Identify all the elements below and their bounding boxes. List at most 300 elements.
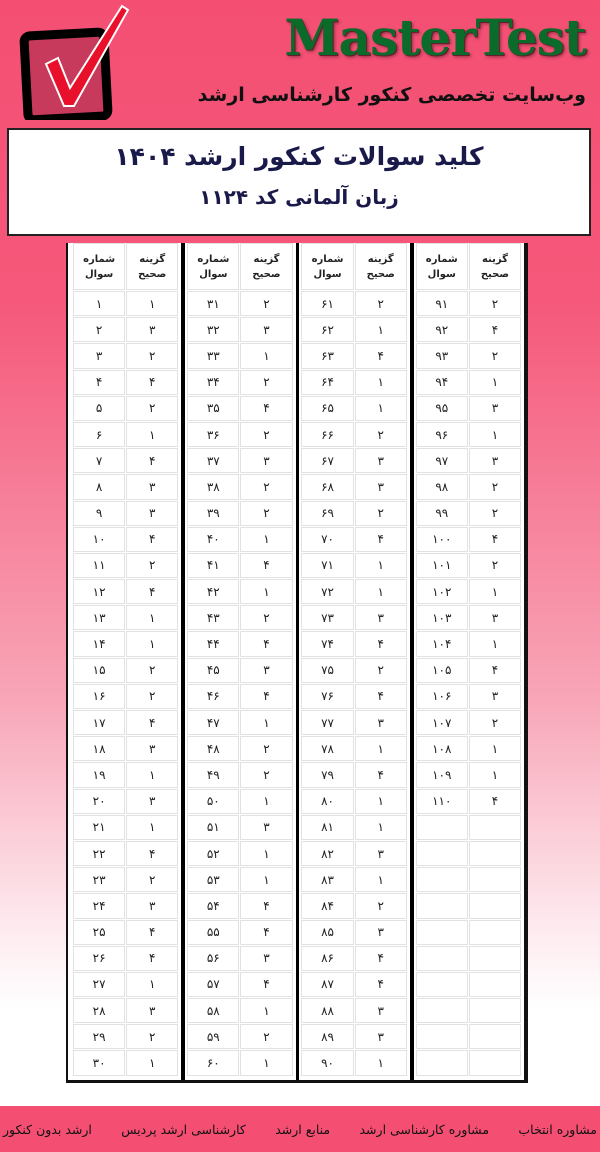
correct-answer: ۱ <box>126 762 178 787</box>
group-divider <box>410 243 414 1080</box>
question-number: ۶۹ <box>301 501 353 526</box>
correct-answer: ۱ <box>240 579 292 604</box>
question-number: ۴۱ <box>187 553 239 578</box>
correct-answer: ۳ <box>240 317 292 342</box>
question-number <box>416 998 468 1023</box>
question-number: ۷۷ <box>301 710 353 735</box>
question-number: ۸۲ <box>301 841 353 866</box>
table-row <box>73 1050 179 1076</box>
table-row <box>187 579 293 605</box>
table-row <box>187 998 293 1024</box>
table-row <box>301 1024 407 1050</box>
question-number: ۵۲ <box>187 841 239 866</box>
correct-answer: ۱ <box>126 631 178 656</box>
correct-answer: ۴ <box>126 527 178 552</box>
question-number: ۹۵ <box>416 396 468 421</box>
footer-link[interactable]: منابع ارشد <box>275 1121 331 1137</box>
question-number: ۴۹ <box>187 762 239 787</box>
table-row <box>187 658 293 684</box>
question-number: ۱۲ <box>73 579 125 604</box>
table-row <box>416 448 522 474</box>
table-row <box>73 998 179 1024</box>
correct-answer: ۱ <box>469 736 521 761</box>
table-row <box>301 920 407 946</box>
table-row <box>73 501 179 527</box>
table-row <box>73 972 179 998</box>
correct-answer: ۳ <box>355 841 407 866</box>
question-number <box>416 815 468 840</box>
question-number: ۵۶ <box>187 946 239 971</box>
table-row <box>301 396 407 422</box>
table-row <box>73 370 179 396</box>
question-number: ۳۲ <box>187 317 239 342</box>
correct-answer: ۱ <box>126 605 178 630</box>
question-number: ۱۰۸ <box>416 736 468 761</box>
question-number: ۸۹ <box>301 1024 353 1049</box>
correct-answer: ۱ <box>469 422 521 447</box>
table-row <box>187 920 293 946</box>
correct-answer: ۱ <box>126 1050 178 1075</box>
correct-answer <box>469 946 521 971</box>
table-row <box>187 1050 293 1076</box>
correct-answer <box>469 920 521 945</box>
correct-answer: ۱ <box>126 422 178 447</box>
table-row <box>301 658 407 684</box>
correct-answer: ۳ <box>126 998 178 1023</box>
correct-answer: ۲ <box>240 474 292 499</box>
table-row <box>416 370 522 396</box>
question-number: ۱۷ <box>73 710 125 735</box>
table-row <box>187 291 293 317</box>
table-row <box>301 762 407 788</box>
correct-answer: ۴ <box>126 579 178 604</box>
correct-answer: ۳ <box>469 396 521 421</box>
question-number <box>416 920 468 945</box>
correct-answer: ۳ <box>355 605 407 630</box>
column-header-number: شماره سوال <box>416 243 468 290</box>
table-row <box>73 893 179 919</box>
correct-answer: ۲ <box>240 762 292 787</box>
question-number: ۳۳ <box>187 343 239 368</box>
page-subtitle: زبان آلمانی کد ۱۱۲۴ <box>199 185 399 209</box>
correct-answer: ۱ <box>240 1050 292 1075</box>
table-row <box>187 815 293 841</box>
question-number: ۱۰۱ <box>416 553 468 578</box>
table-row <box>416 579 522 605</box>
question-number: ۸۴ <box>301 893 353 918</box>
correct-answer: ۲ <box>240 736 292 761</box>
table-row <box>187 972 293 998</box>
page-title: کلید سوالات کنکور ارشد ۱۴۰۴ <box>114 142 484 171</box>
correct-answer: ۴ <box>355 972 407 997</box>
correct-answer: ۳ <box>355 448 407 473</box>
question-number: ۵۱ <box>187 815 239 840</box>
question-number: ۹۶ <box>416 422 468 447</box>
correct-answer: ۳ <box>126 893 178 918</box>
table-row <box>301 1050 407 1076</box>
question-number: ۶۷ <box>301 448 353 473</box>
table-row <box>416 998 522 1024</box>
table-row <box>301 527 407 553</box>
correct-answer: ۲ <box>126 684 178 709</box>
table-row <box>301 998 407 1024</box>
correct-answer: ۱ <box>355 579 407 604</box>
question-number: ۶۴ <box>301 370 353 395</box>
table-row <box>301 343 407 369</box>
table-row <box>416 527 522 553</box>
header-row <box>73 243 179 291</box>
footer-link[interactable]: کارشناسی ارشد پردیس <box>121 1121 246 1137</box>
question-number: ۳۸ <box>187 474 239 499</box>
correct-answer: ۲ <box>240 501 292 526</box>
question-number: ۱ <box>73 291 125 316</box>
table-row <box>73 474 179 500</box>
question-number: ۹۷ <box>416 448 468 473</box>
table-row <box>301 893 407 919</box>
table-row <box>73 422 179 448</box>
correct-answer: ۴ <box>240 920 292 945</box>
correct-answer: ۳ <box>240 946 292 971</box>
table-row <box>301 841 407 867</box>
table-row <box>187 474 293 500</box>
correct-answer: ۲ <box>126 658 178 683</box>
question-number: ۴۲ <box>187 579 239 604</box>
correct-answer: ۴ <box>126 841 178 866</box>
table-row <box>416 1024 522 1050</box>
correct-answer: ۴ <box>126 448 178 473</box>
table-row <box>187 789 293 815</box>
table-row <box>416 1050 522 1076</box>
correct-answer: ۳ <box>469 684 521 709</box>
table-row <box>73 1024 179 1050</box>
table-row <box>301 815 407 841</box>
question-number: ۴۰ <box>187 527 239 552</box>
title-box <box>7 128 591 236</box>
question-number: ۵۰ <box>187 789 239 814</box>
question-number: ۴۸ <box>187 736 239 761</box>
table-row <box>416 631 522 657</box>
correct-answer: ۴ <box>469 317 521 342</box>
table-row <box>301 631 407 657</box>
correct-answer <box>469 841 521 866</box>
question-number <box>416 946 468 971</box>
correct-answer: ۴ <box>126 920 178 945</box>
table-row <box>301 317 407 343</box>
question-number: ۳۰ <box>73 1050 125 1075</box>
correct-answer: ۲ <box>355 501 407 526</box>
correct-answer: ۱ <box>355 867 407 892</box>
table-row <box>187 448 293 474</box>
footer-link[interactable]: مشاوره کارشناسی ارشد <box>359 1121 490 1137</box>
table-row <box>301 553 407 579</box>
correct-answer: ۲ <box>240 291 292 316</box>
table-row <box>73 605 179 631</box>
question-number: ۲۹ <box>73 1024 125 1049</box>
correct-answer: ۴ <box>355 527 407 552</box>
table-row <box>73 396 179 422</box>
correct-answer: ۴ <box>355 343 407 368</box>
table-row <box>416 920 522 946</box>
question-number: ۲۰ <box>73 789 125 814</box>
table-row <box>187 841 293 867</box>
table-row <box>301 370 407 396</box>
table-row <box>416 867 522 893</box>
question-number: ۱۱ <box>73 553 125 578</box>
question-number: ۸۸ <box>301 998 353 1023</box>
question-number: ۶ <box>73 422 125 447</box>
correct-answer: ۲ <box>355 291 407 316</box>
question-number: ۶۳ <box>301 343 353 368</box>
question-number: ۱۵ <box>73 658 125 683</box>
correct-answer: ۱ <box>355 815 407 840</box>
question-number: ۸۵ <box>301 920 353 945</box>
table-row <box>73 317 179 343</box>
correct-answer: ۲ <box>240 370 292 395</box>
table-row <box>187 317 293 343</box>
table-row <box>187 370 293 396</box>
table-row <box>416 605 522 631</box>
question-number: ۴ <box>73 370 125 395</box>
table-row <box>416 291 522 317</box>
table-row <box>73 789 179 815</box>
question-number: ۴۳ <box>187 605 239 630</box>
correct-answer: ۱ <box>240 343 292 368</box>
table-row <box>187 553 293 579</box>
question-number: ۳۷ <box>187 448 239 473</box>
question-number: ۲۱ <box>73 815 125 840</box>
question-number: ۷۶ <box>301 684 353 709</box>
table-row <box>416 972 522 998</box>
answer-group <box>301 243 407 1080</box>
question-number: ۷۱ <box>301 553 353 578</box>
question-number: ۱۰۴ <box>416 631 468 656</box>
question-number <box>416 893 468 918</box>
correct-answer <box>469 998 521 1023</box>
tagline: وب‌سایت تخصصی کنکور کارشناسی ارشد <box>197 84 586 106</box>
question-number: ۱۰۳ <box>416 605 468 630</box>
question-number: ۵ <box>73 396 125 421</box>
question-number: ۷۲ <box>301 579 353 604</box>
table-row <box>416 684 522 710</box>
question-number: ۴۴ <box>187 631 239 656</box>
question-number: ۲۴ <box>73 893 125 918</box>
correct-answer: ۲ <box>469 710 521 735</box>
question-number: ۸۱ <box>301 815 353 840</box>
question-number: ۱۰۰ <box>416 527 468 552</box>
table-row <box>416 893 522 919</box>
question-number: ۲۵ <box>73 920 125 945</box>
table-row <box>187 396 293 422</box>
correct-answer: ۲ <box>355 893 407 918</box>
correct-answer: ۳ <box>126 474 178 499</box>
correct-answer: ۴ <box>240 396 292 421</box>
table-row <box>187 684 293 710</box>
correct-answer: ۴ <box>469 789 521 814</box>
question-number: ۳۱ <box>187 291 239 316</box>
correct-answer: ۳ <box>240 448 292 473</box>
question-number: ۹۱ <box>416 291 468 316</box>
question-number <box>416 1024 468 1049</box>
answer-group <box>416 243 522 1080</box>
question-number: ۴۵ <box>187 658 239 683</box>
table-row <box>416 815 522 841</box>
table-row <box>73 658 179 684</box>
table-row <box>301 710 407 736</box>
question-number: ۸۳ <box>301 867 353 892</box>
correct-answer: ۳ <box>355 1024 407 1049</box>
question-number: ۱۰۲ <box>416 579 468 604</box>
question-number: ۷۹ <box>301 762 353 787</box>
correct-answer <box>469 867 521 892</box>
correct-answer: ۲ <box>240 605 292 630</box>
correct-answer: ۳ <box>355 474 407 499</box>
answer-key-table <box>66 243 528 1083</box>
table-row <box>73 736 179 762</box>
question-number: ۷۴ <box>301 631 353 656</box>
table-row <box>73 553 179 579</box>
correct-answer: ۴ <box>355 631 407 656</box>
table-row <box>416 343 522 369</box>
question-number: ۲۲ <box>73 841 125 866</box>
correct-answer: ۳ <box>126 317 178 342</box>
column-header-number: شماره سوال <box>73 243 125 290</box>
table-row <box>301 946 407 972</box>
correct-answer: ۲ <box>469 501 521 526</box>
correct-answer: ۱ <box>240 710 292 735</box>
question-number: ۴۷ <box>187 710 239 735</box>
correct-answer: ۴ <box>126 370 178 395</box>
table-row <box>73 710 179 736</box>
correct-answer: ۳ <box>355 998 407 1023</box>
table-row <box>301 684 407 710</box>
correct-answer: ۲ <box>126 343 178 368</box>
question-number: ۷۰ <box>301 527 353 552</box>
column-header-number: شماره سوال <box>301 243 353 290</box>
footer-link[interactable]: ارشد بدون کنکور <box>3 1121 92 1137</box>
correct-answer: ۳ <box>469 448 521 473</box>
correct-answer: ۲ <box>126 1024 178 1049</box>
table-row <box>416 422 522 448</box>
correct-answer: ۱ <box>355 736 407 761</box>
correct-answer: ۲ <box>469 474 521 499</box>
table-row <box>187 893 293 919</box>
question-number: ۳ <box>73 343 125 368</box>
table-row <box>301 736 407 762</box>
question-number: ۲ <box>73 317 125 342</box>
table-row <box>416 710 522 736</box>
table-row <box>73 527 179 553</box>
table-row <box>301 501 407 527</box>
correct-answer: ۲ <box>126 553 178 578</box>
table-row <box>416 762 522 788</box>
correct-answer: ۴ <box>240 631 292 656</box>
question-number: ۹۹ <box>416 501 468 526</box>
header-row <box>187 243 293 291</box>
question-number: ۷۳ <box>301 605 353 630</box>
correct-answer: ۱ <box>240 998 292 1023</box>
question-number <box>416 841 468 866</box>
question-number: ۱۰ <box>73 527 125 552</box>
question-number: ۲۳ <box>73 867 125 892</box>
table-row <box>187 762 293 788</box>
question-number: ۱۹ <box>73 762 125 787</box>
table-row <box>301 605 407 631</box>
correct-answer: ۲ <box>240 422 292 447</box>
correct-answer: ۴ <box>240 553 292 578</box>
question-number: ۹۸ <box>416 474 468 499</box>
table-row <box>416 501 522 527</box>
question-number: ۶۱ <box>301 291 353 316</box>
correct-answer: ۱ <box>240 527 292 552</box>
correct-answer: ۱ <box>469 579 521 604</box>
checkmark-logo-icon <box>18 2 130 120</box>
column-header-answer: گزینه صحیح <box>240 243 292 290</box>
correct-answer: ۴ <box>469 527 521 552</box>
question-number: ۵۵ <box>187 920 239 945</box>
table-row <box>301 972 407 998</box>
table-row <box>416 736 522 762</box>
correct-answer: ۴ <box>355 684 407 709</box>
correct-answer: ۱ <box>469 762 521 787</box>
table-row <box>416 553 522 579</box>
table-row <box>301 422 407 448</box>
table-row <box>73 631 179 657</box>
correct-answer: ۳ <box>126 789 178 814</box>
table-row <box>301 291 407 317</box>
question-number: ۱۰۹ <box>416 762 468 787</box>
correct-answer: ۱ <box>126 291 178 316</box>
question-number: ۷۵ <box>301 658 353 683</box>
table-row <box>73 291 179 317</box>
question-number: ۲۶ <box>73 946 125 971</box>
answer-group <box>187 243 293 1080</box>
question-number <box>416 1050 468 1075</box>
correct-answer: ۴ <box>469 658 521 683</box>
table-row <box>416 474 522 500</box>
question-number: ۳۹ <box>187 501 239 526</box>
group-divider <box>181 243 185 1080</box>
question-number: ۱۱۰ <box>416 789 468 814</box>
correct-answer: ۳ <box>240 658 292 683</box>
table-row <box>416 789 522 815</box>
question-number: ۹۴ <box>416 370 468 395</box>
question-number: ۳۵ <box>187 396 239 421</box>
correct-answer: ۱ <box>126 815 178 840</box>
correct-answer: ۳ <box>126 736 178 761</box>
question-number: ۸۶ <box>301 946 353 971</box>
table-row <box>301 474 407 500</box>
correct-answer: ۴ <box>240 972 292 997</box>
correct-answer: ۲ <box>469 553 521 578</box>
question-number: ۸۰ <box>301 789 353 814</box>
correct-answer <box>469 815 521 840</box>
question-number: ۶۵ <box>301 396 353 421</box>
correct-answer: ۲ <box>469 343 521 368</box>
correct-answer: ۱ <box>240 867 292 892</box>
correct-answer: ۲ <box>240 1024 292 1049</box>
correct-answer <box>469 972 521 997</box>
correct-answer: ۱ <box>240 841 292 866</box>
question-number: ۹۳ <box>416 343 468 368</box>
table-row <box>416 317 522 343</box>
question-number: ۵۹ <box>187 1024 239 1049</box>
table-row <box>73 579 179 605</box>
correct-answer: ۲ <box>126 396 178 421</box>
question-number: ۵۳ <box>187 867 239 892</box>
table-row <box>187 343 293 369</box>
question-number: ۶۲ <box>301 317 353 342</box>
footer-link[interactable]: مشاوره انتخاب <box>518 1121 597 1137</box>
